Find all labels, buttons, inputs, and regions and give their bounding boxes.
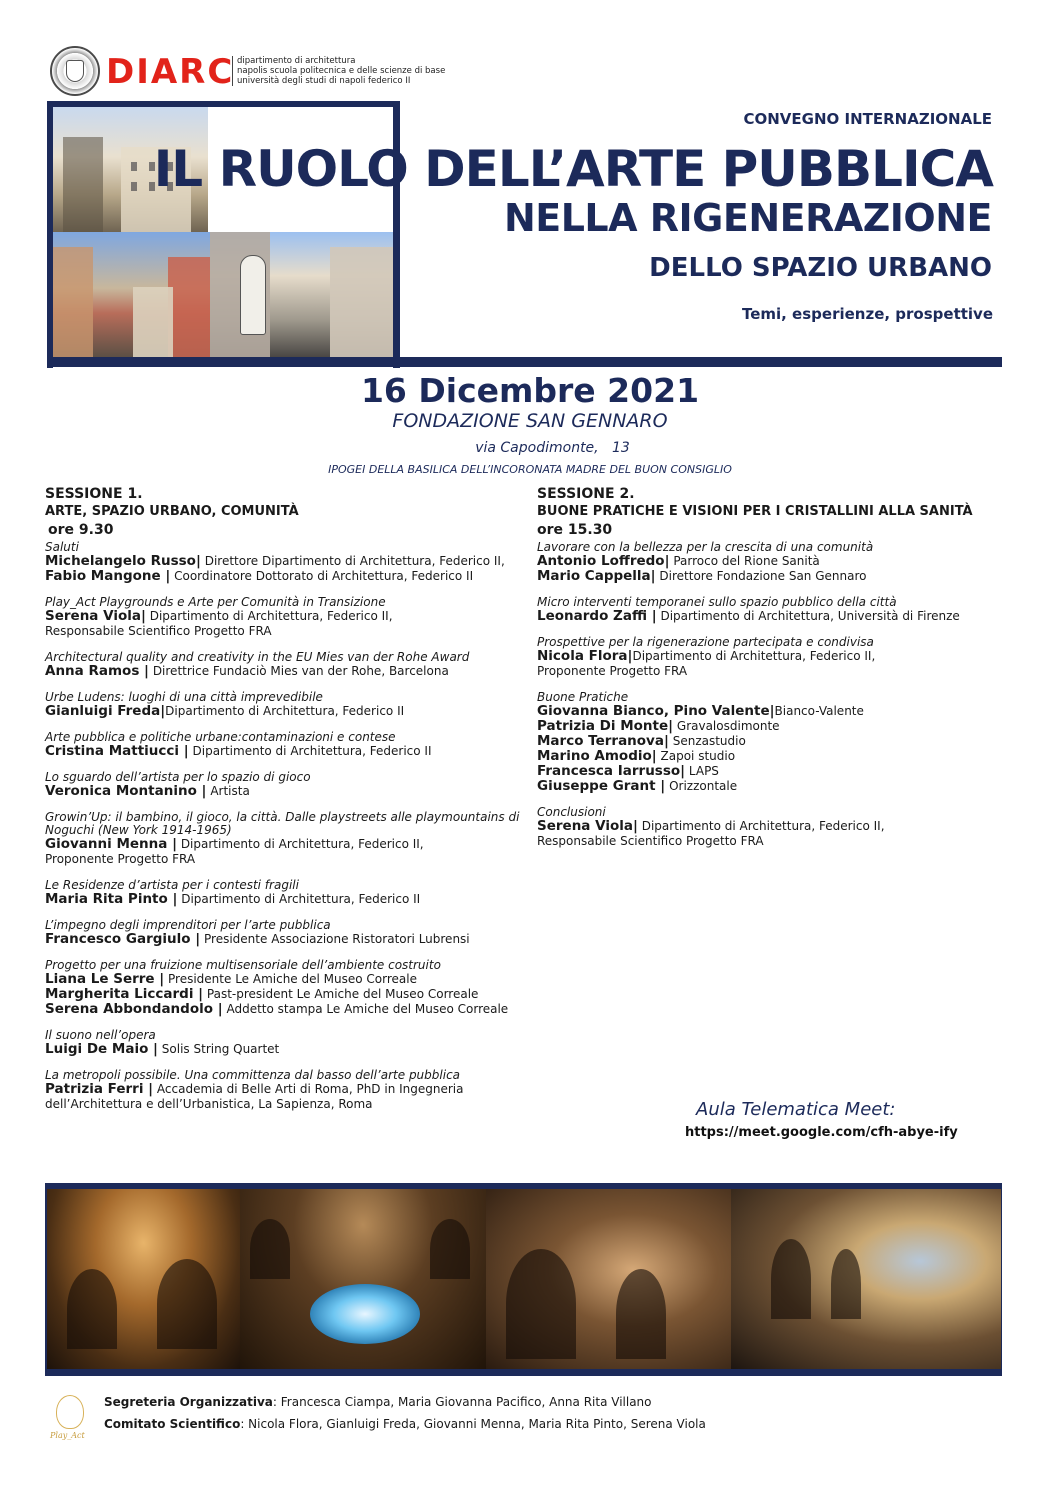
- speaker-affiliation: Presidente Le Amiche del Museo Correale: [164, 972, 417, 986]
- talk-title: Arte pubblica e politiche urbane:contaminazioni e contese: [45, 730, 396, 744]
- meet-label: Aula Telematica Meet:: [696, 1099, 896, 1120]
- speaker-affiliation: Dipartimento di Architettura, Federico II: [165, 704, 405, 718]
- talk-item: [537, 806, 1017, 849]
- speaker: [537, 819, 1017, 849]
- speaker: [537, 764, 1017, 779]
- speaker-name: Patrizia Di Monte|: [537, 718, 674, 734]
- speaker-affiliation: Direttore Fondazione San Gennaro: [655, 569, 867, 583]
- talk-item: [537, 636, 1017, 679]
- talk-title: Le Residenze d’artista per i contesti fragili: [45, 878, 299, 892]
- title-line-1: IL RUOLO DELL’ARTE PUBBLICA: [153, 140, 993, 198]
- playact-logo: Play_Act: [46, 1389, 96, 1449]
- speaker-affiliation: Dipartimento di Architettura, Federico II: [177, 892, 421, 906]
- catacomb-photo-1: [47, 1189, 240, 1369]
- talk-title: Prospettive per la rigenerazione partecipata e condivisa: [537, 635, 874, 649]
- talk-item: [537, 541, 1017, 584]
- speaker-name: Mario Cappella|: [537, 568, 656, 584]
- talk-item: [45, 1069, 535, 1112]
- frame-bottom: [47, 357, 1002, 367]
- talk-item: [45, 959, 535, 1017]
- speaker: [537, 554, 1017, 569]
- speaker-name: Francesca Iarrusso|: [537, 763, 686, 779]
- speaker-name: Fabio Mangone |: [45, 568, 171, 584]
- talk-title: Saluti: [45, 540, 79, 554]
- catacomb-photo-4: [731, 1189, 1001, 1369]
- frame-top: [47, 101, 400, 107]
- session-1: [45, 485, 535, 1112]
- event-address: via Capodimonte, 13: [475, 440, 630, 456]
- speaker: [537, 704, 1017, 719]
- catacomb-photos: [47, 1189, 1001, 1369]
- segreteria-line: Segreteria Organizzativa: Francesca Ciampa, Maria Giovanna Pacifico, Anna Rita Villano: [104, 1395, 652, 1409]
- talk-title: Architectural quality and creativity in the EU Mies van der Rohe Award: [45, 650, 470, 664]
- speaker-name: Serena Abbondandolo |: [45, 1001, 223, 1017]
- talk-item: [45, 731, 535, 759]
- frame-left: [47, 101, 53, 368]
- speaker: [45, 1082, 535, 1112]
- speaker-name: Antonio Loffredo|: [537, 553, 670, 569]
- speaker-affiliation: Senzastudio: [668, 734, 746, 748]
- speaker-affiliation: Gravalosdimonte: [673, 719, 780, 733]
- session-subtitle: ARTE, SPAZIO URBANO, COMUNITÀ: [45, 504, 299, 519]
- speaker-affiliation: Addetto stampa Le Amiche del Museo Correale: [222, 1002, 509, 1016]
- speaker-name: Marco Terranova|: [537, 733, 669, 749]
- speaker: [45, 609, 535, 639]
- speaker-name: Michelangelo Russo|: [45, 553, 201, 569]
- speaker: [45, 744, 535, 759]
- diarc-logo: DIARC: [106, 52, 235, 92]
- speaker-name: Anna Ramos |: [45, 663, 149, 679]
- speaker-affiliation-extra: Responsabile Scientifico Progetto FRA: [537, 834, 764, 848]
- talk-title: Play_Act Playgrounds e Arte per Comunità in Transizione: [45, 595, 386, 609]
- speaker-affiliation: Parroco del Rione Sanità: [669, 554, 820, 568]
- university-seal-logo: [50, 46, 100, 96]
- talk-title: L’impegno degli imprenditori per l’arte pubblica: [45, 918, 331, 932]
- speaker: [45, 784, 535, 799]
- title-line-3: DELLO SPAZIO URBANO: [649, 253, 992, 283]
- speaker-name: Serena Viola|: [537, 818, 638, 834]
- speaker-name: Gianluigi Freda|: [45, 703, 166, 719]
- speaker-name: Maria Rita Pinto |: [45, 891, 178, 907]
- session-title: SESSIONE 1.: [45, 486, 143, 502]
- talk-item: [45, 541, 535, 584]
- illuminated-pool: [310, 1284, 420, 1344]
- speaker-name: Patrizia Ferri |: [45, 1081, 154, 1097]
- speaker-affiliation: Direttrice Fundaciò Mies van der Rohe, Barcelona: [149, 664, 449, 678]
- speaker: [45, 569, 535, 584]
- speaker: [537, 609, 1017, 624]
- speaker-affiliation: Dipartimento di Architettura, Federico II,: [632, 649, 876, 663]
- speaker-affiliation: Dipartimento di Architettura, Federico II,: [177, 837, 424, 851]
- comitato-line: Comitato Scientifico: Nicola Flora, Gianluigi Freda, Giovanni Menna, Maria Rita Pinto, Serena Viola: [104, 1417, 706, 1431]
- speaker-affiliation: Dipartimento di Architettura, Università di Firenze: [656, 609, 960, 623]
- speaker: [537, 719, 1017, 734]
- speaker-name: Francesco Gargiulo |: [45, 931, 201, 947]
- talk-item: [45, 879, 535, 907]
- catacomb-photo-3: [486, 1189, 731, 1369]
- speaker-affiliation: Artista: [206, 784, 250, 798]
- session-time: ore 9.30: [48, 522, 114, 538]
- speaker: [45, 704, 535, 719]
- talk-title: Buone Pratiche: [537, 690, 629, 704]
- speaker-affiliation: Direttore Dipartimento di Architettura, Federico II,: [200, 554, 505, 568]
- mural-figure: [240, 255, 266, 335]
- convegno-label: CONVEGNO INTERNAZIONALE: [743, 110, 992, 128]
- talk-title: Urbe Ludens: luoghi di una città imprevedibile: [45, 690, 323, 704]
- talk-title: Conclusioni: [537, 805, 606, 819]
- talk-title: Lo sguardo dell’artista per lo spazio di gioco: [45, 770, 311, 784]
- speaker: [537, 779, 1017, 794]
- catacomb-photo-2: [240, 1189, 486, 1369]
- speaker-affiliation: Dipartimento di Architettura, Federico II,: [145, 609, 393, 623]
- event-date: 16 Dicembre 2021: [360, 371, 700, 410]
- speaker: [537, 734, 1017, 749]
- talk-title: Il suono nell’opera: [45, 1028, 156, 1042]
- speaker-affiliation: Bianco-Valente: [774, 704, 864, 718]
- speaker-name: Veronica Montanino |: [45, 783, 207, 799]
- speaker-name: Giovanni Menna |: [45, 836, 177, 852]
- talk-item: [45, 771, 535, 799]
- talk-list: [45, 541, 535, 1112]
- session-2: [537, 485, 1017, 849]
- talk-item: [45, 811, 535, 867]
- speaker-name: Giovanna Bianco, Pino Valente|: [537, 703, 775, 719]
- talk-item: [45, 651, 535, 679]
- speaker-affiliation-extra: dell’Architettura e dell’Urbanistica, La Sapienza, Roma: [45, 1097, 373, 1111]
- department-info: dipartimento di architettura napolis scuola politecnica e delle scienze di base università degli studi di napoli federico II: [232, 56, 445, 86]
- speaker: [45, 932, 535, 947]
- meet-link[interactable]: https://meet.google.com/cfh-abye-ify: [685, 1125, 958, 1140]
- speaker-affiliation: LAPS: [685, 764, 719, 778]
- speaker-affiliation: Orizzontale: [665, 779, 738, 793]
- session-title: SESSIONE 2.: [537, 486, 635, 502]
- speaker-affiliation: Dipartimento di Architettura, Federico II: [188, 744, 432, 758]
- speaker-name: Margherita Liccardi |: [45, 986, 204, 1002]
- speaker: [537, 649, 1017, 679]
- event-location-detail: IPOGEI DELLA BASILICA DELL’INCORONATA MADRE DEL BUON CONSIGLIO: [328, 463, 732, 476]
- speaker: [45, 664, 535, 679]
- talk-title: Micro interventi temporanei sullo spazio pubblico della città: [537, 595, 897, 609]
- talk-title: Growin’Up: il bambino, il gioco, la città. Dalle playstreets alle playmountains di Noguchi (New York 1914-1965): [45, 810, 520, 837]
- speaker: [537, 749, 1017, 764]
- speaker-affiliation-extra: Responsabile Scientifico Progetto FRA: [45, 624, 272, 638]
- speaker-name: Leonardo Zaffi |: [537, 608, 657, 624]
- talk-item: [45, 596, 535, 639]
- speaker-name: Cristina Mattiucci |: [45, 743, 189, 759]
- event-venue: FONDAZIONE SAN GENNARO: [392, 410, 668, 432]
- street-photo-2: [53, 232, 210, 357]
- speaker-name: Marino Amodio|: [537, 748, 657, 764]
- talk-title: La metropoli possibile. Una committenza dal basso dell’arte pubblica: [45, 1068, 461, 1082]
- speaker-name: Nicola Flora|: [537, 648, 633, 664]
- speaker: [45, 1042, 535, 1057]
- speaker: [45, 972, 535, 987]
- speaker-affiliation: Coordinatore Dottorato di Architettura, Federico II: [170, 569, 474, 583]
- talk-list: [537, 541, 1017, 849]
- speaker: [45, 987, 535, 1002]
- street-photo-3: [210, 232, 393, 357]
- session-time: ore 15.30: [537, 522, 613, 538]
- speaker-name: Giuseppe Grant |: [537, 778, 666, 794]
- talk-item: [45, 1029, 535, 1057]
- speaker-affiliation: Accademia di Belle Arti di Roma, PhD in Ingegneria: [153, 1082, 464, 1096]
- talk-title: Lavorare con la bellezza per la crescita di una comunità: [537, 540, 874, 554]
- talk-item: [45, 691, 535, 719]
- speaker-affiliation-extra: Proponente Progetto FRA: [45, 852, 196, 866]
- talk-item: [537, 691, 1017, 794]
- speaker: [45, 1002, 535, 1017]
- speaker-affiliation: Past-president Le Amiche del Museo Correale: [203, 987, 479, 1001]
- speaker-name: Serena Viola|: [45, 608, 146, 624]
- title-line-2: NELLA RIGENERAZIONE: [503, 196, 992, 240]
- speaker: [45, 837, 535, 867]
- speaker-name: Luigi De Maio |: [45, 1041, 158, 1057]
- session-subtitle: BUONE PRATICHE E VISIONI PER I CRISTALLINI ALLA SANITÀ: [537, 504, 973, 519]
- talk-title: Progetto per una fruizione multisensoriale dell’ambiente costruito: [45, 958, 441, 972]
- speaker-affiliation: Presidente Associazione Ristoratori Lubrensi: [200, 932, 470, 946]
- tagline: Temi, esperienze, prospettive: [741, 305, 993, 323]
- speaker-affiliation: Solis String Quartet: [157, 1042, 280, 1056]
- speaker: [537, 569, 1017, 584]
- speaker: [45, 892, 535, 907]
- speaker: [45, 554, 535, 569]
- speaker-name: Liana Le Serre |: [45, 971, 165, 987]
- speaker-affiliation: Dipartimento di Architettura, Federico II,: [637, 819, 885, 833]
- talk-item: [537, 596, 1017, 624]
- speaker-affiliation: Zapoi studio: [656, 749, 736, 763]
- speaker-affiliation-extra: Proponente Progetto FRA: [537, 664, 688, 678]
- talk-item: [45, 919, 535, 947]
